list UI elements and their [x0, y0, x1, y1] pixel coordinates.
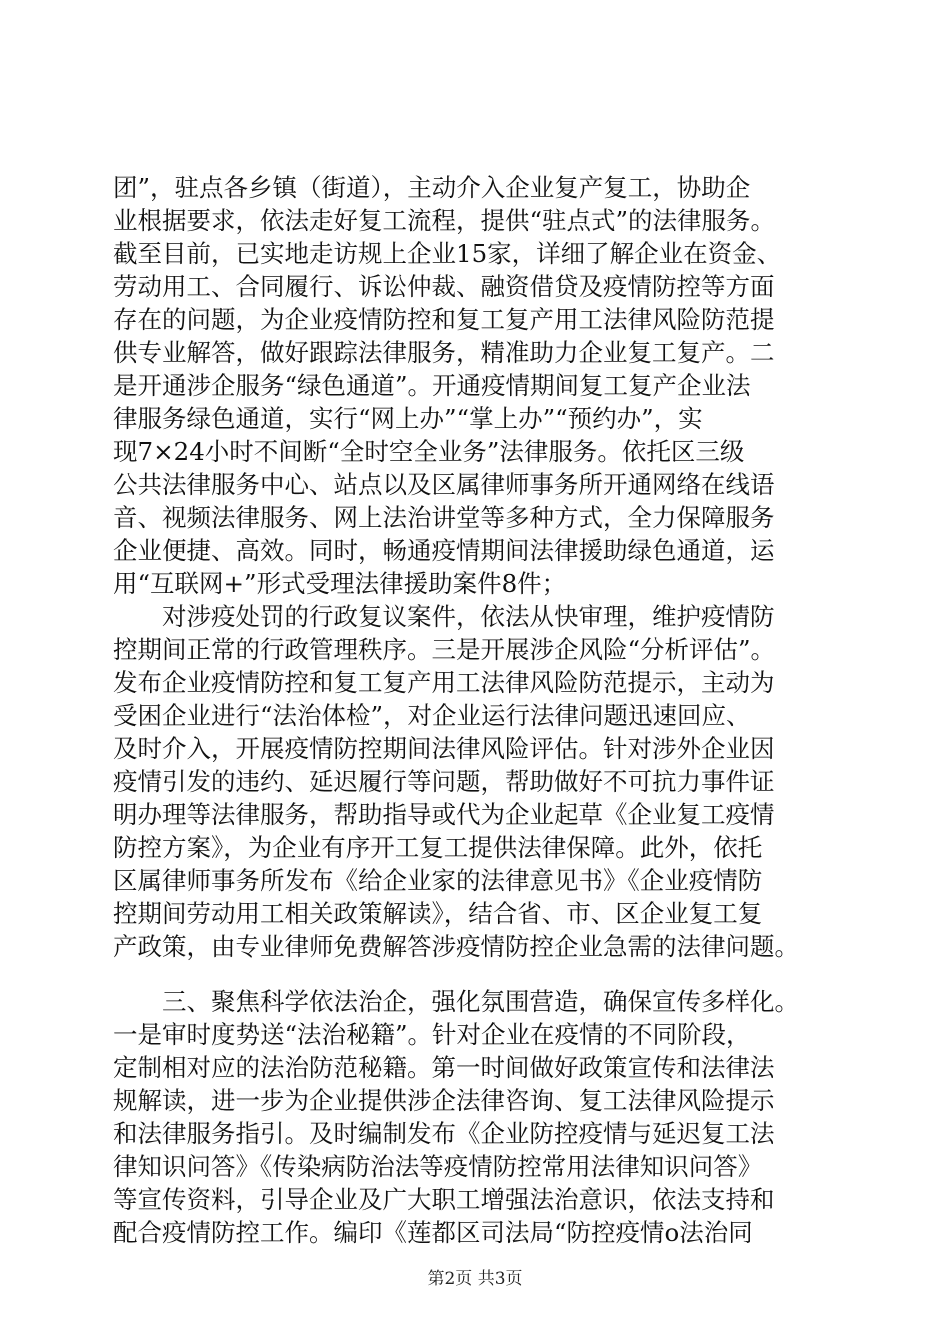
text-line: 公共法律服务中心、站点以及区属律师事务所开通网络在线语: [113, 470, 775, 499]
text-line: 用“互联网+”形式受理法律援助案件8件；: [113, 569, 567, 598]
section-heading-line: 三、聚焦科学依法治企，强化氛围营造，确保宣传多样化。: [162, 987, 799, 1016]
text-line: 定制相对应的法治防范秘籍。第一时间做好政策宣传和法律法: [113, 1053, 775, 1082]
text-line: 区属律师事务所发布《给企业家的法律意见书》《企业疫情防: [113, 866, 763, 895]
text-line: 劳动用工、合同履行、诉讼仲裁、融资借贷及疫情防控等方面: [113, 272, 775, 301]
text-line: 企业便捷、高效。同时，畅通疫情期间法律援助绿色通道，运: [113, 536, 775, 565]
text-line: 律服务绿色通道，实行“网上办”“掌上办”“预约办”，实: [113, 404, 703, 433]
text-line: 存在的问题，为企业疫情防控和复工复产用工法律风险防范提: [113, 305, 775, 334]
text-line: 控期间正常的行政管理秩序。三是开展涉企风险“分析评估”。: [113, 635, 776, 664]
text-line: 截至目前，已实地走访规上企业15家，详细了解企业在资金、: [113, 239, 782, 268]
text-line: 规解读，进一步为企业提供涉企法律咨询、复工法律风险提示: [113, 1086, 775, 1115]
text-line: 供专业解答，做好跟踪法律服务，精准助力企业复工复产。二: [113, 338, 775, 367]
text-line: 控期间劳动用工相关政策解读》，结合省、市、区企业复工复: [113, 899, 763, 928]
text-line: 明办理等法律服务，帮助指导或代为企业起草《企业复工疫情: [113, 800, 775, 829]
text-line: 防控方案》，为企业有序开工复工提供法律保障。此外，依托: [113, 833, 763, 862]
text-line: 团”，驻点各乡镇（街道），主动介入企业复产复工，协助企: [113, 173, 751, 202]
text-line: 受困企业进行“法治体检”，对企业运行法律问题迅速回应、: [113, 701, 751, 730]
text-line: 音、视频法律服务、网上法治讲堂等多种方式，全力保障服务: [113, 503, 775, 532]
text-line: 发布企业疫情防控和复工复产用工法律风险防范提示，主动为: [113, 668, 775, 697]
text-line: 及时介入，开展疫情防控期间法律风险评估。针对涉外企业因: [113, 734, 775, 763]
text-line: 是开通涉企服务“绿色通道”。开通疫情期间复工复产企业法: [113, 371, 751, 400]
text-line: 对涉疫处罚的行政复议案件，依法从快审理，维护疫情防: [162, 602, 775, 631]
text-line: 一是审时度势送“法治秘籍”。针对企业在疫情的不同阶段，: [113, 1020, 751, 1049]
page-number-footer: 第2页 共3页: [427, 1269, 523, 1289]
text-line: 配合疫情防控工作。编印《莲都区司法局“防控疫情o法治同: [113, 1218, 753, 1247]
text-line: 现7×24小时不间断“全时空全业务”法律服务。依托区三级: [113, 437, 745, 466]
text-line: 产政策，由专业律师免费解答涉疫情防控企业急需的法律问题。: [113, 932, 799, 961]
text-line: 和法律服务指引。及时编制发布《企业防控疫情与延迟复工法: [113, 1119, 775, 1148]
text-line: 疫情引发的违约、延迟履行等问题，帮助做好不可抗力事件证: [113, 767, 775, 796]
text-line: 业根据要求，依法走好复工流程，提供“驻点式”的法律服务。: [113, 206, 776, 235]
text-line: 律知识问答》《传染病防治法等疫情防控常用法律知识问答》: [113, 1152, 763, 1181]
text-line: 等宣传资料，引导企业及广大职工增强法治意识，依法支持和: [113, 1185, 775, 1214]
